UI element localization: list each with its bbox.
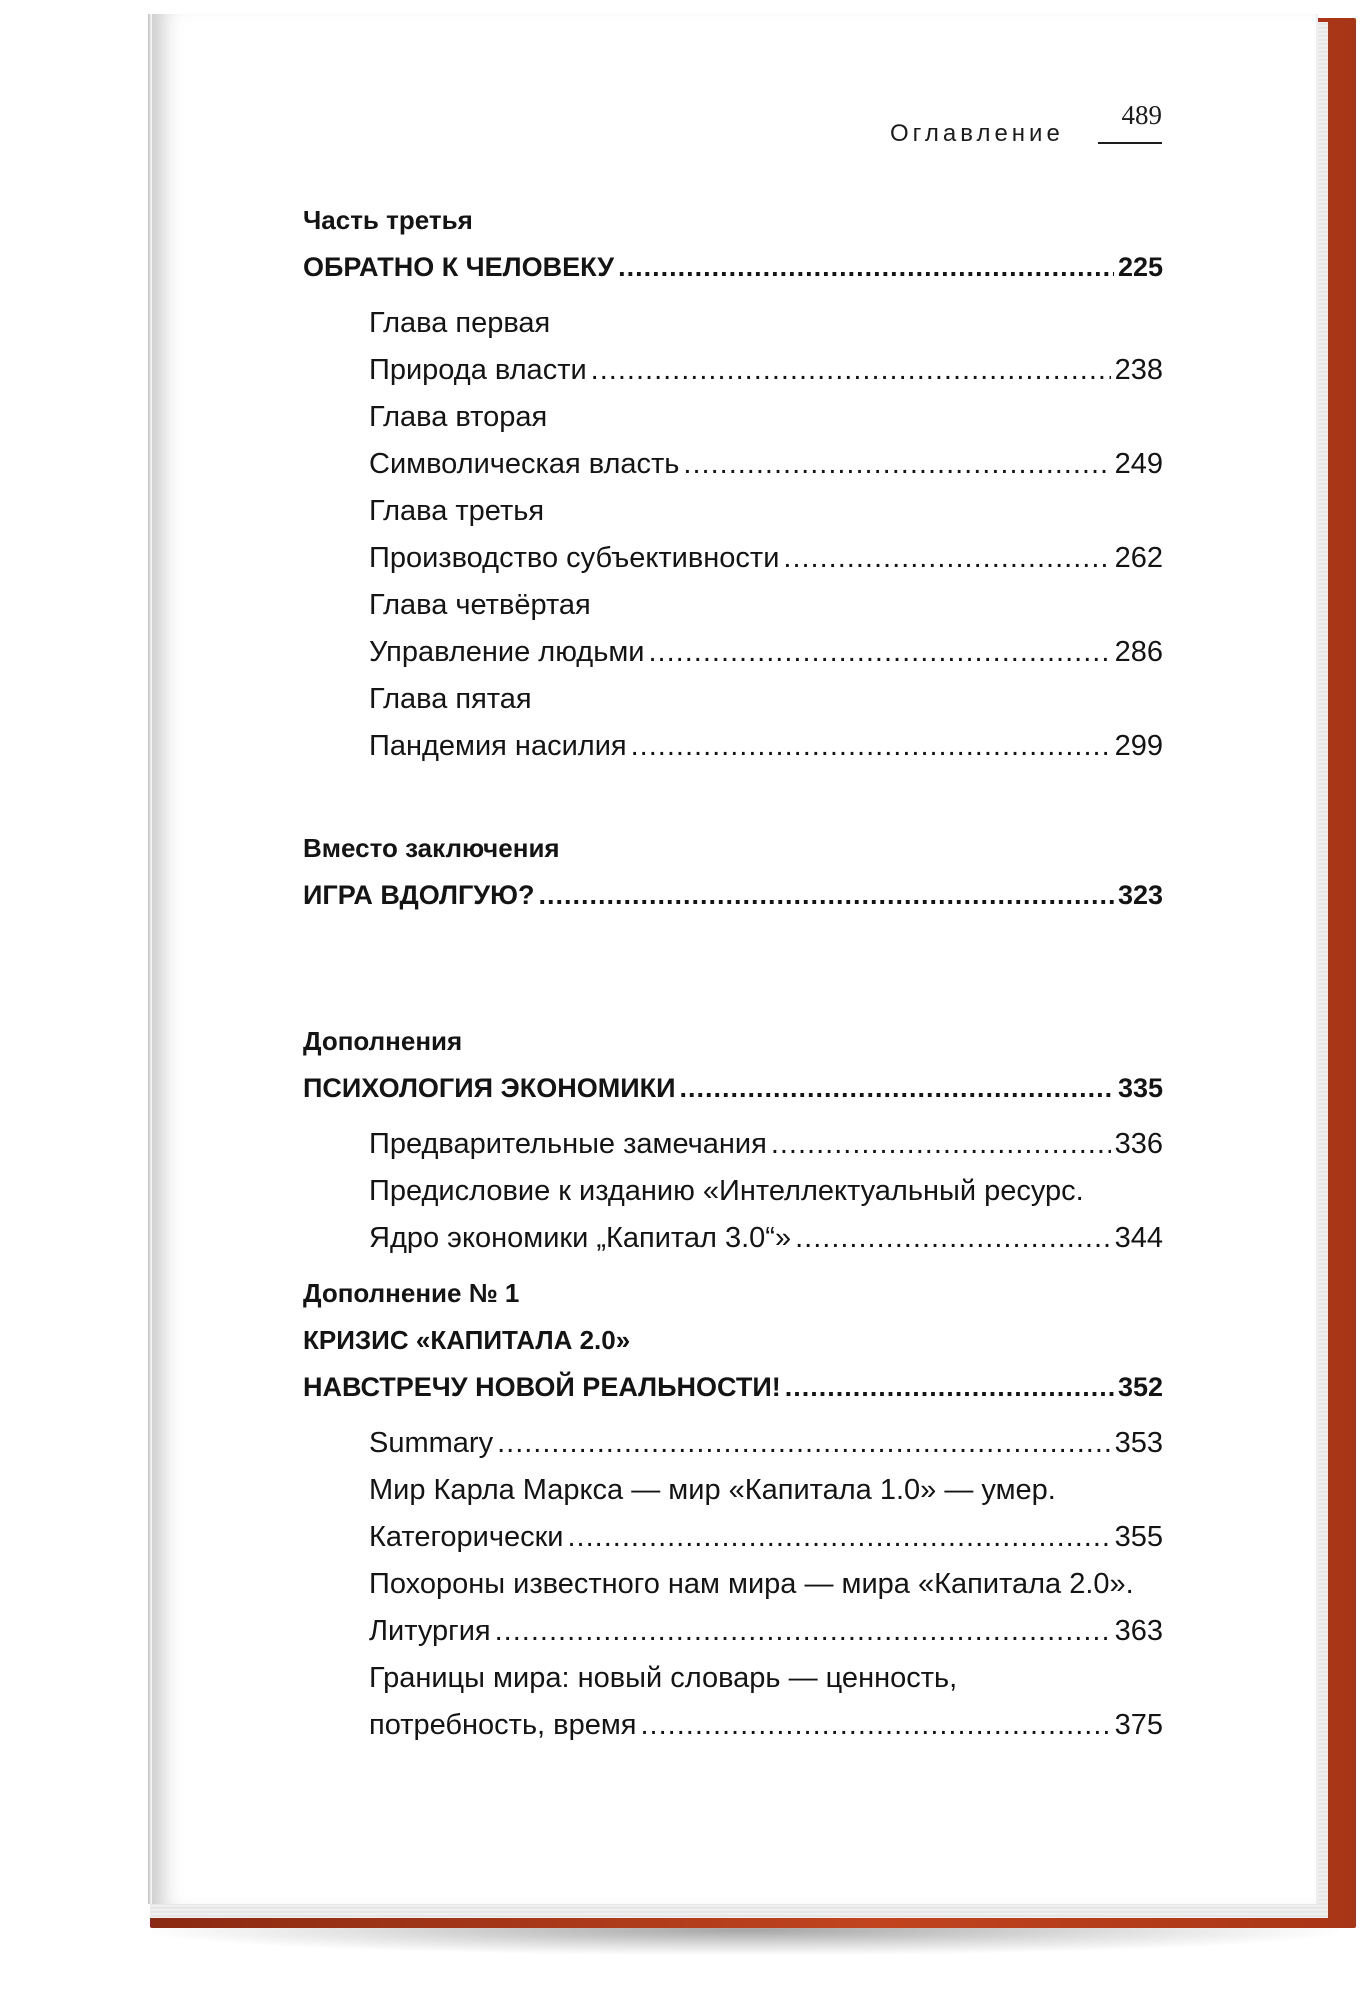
entry-page: 353 [1114, 1427, 1163, 1459]
entry-title: Управление людьми [369, 636, 645, 668]
dot-leader [680, 1065, 1114, 1112]
toc-entry-part3-title[interactable] [303, 244, 1163, 291]
entry-title-line[interactable]: Мир Карла Маркса — мир «Капитала 1.0» — умер. [369, 1474, 1056, 1506]
entry-page: 344 [1114, 1222, 1163, 1254]
dot-leader [591, 347, 1111, 394]
toc-entry-appendices-title[interactable] [303, 1065, 1163, 1112]
entry-title: НАВСТРЕЧУ НОВОЙ РЕАЛЬНОСТИ! [303, 1372, 781, 1402]
entry-title: ОБРАТНО К ЧЕЛОВЕКУ [303, 252, 615, 282]
dot-leader [783, 535, 1110, 582]
dot-leader [771, 1121, 1111, 1168]
entry-page: 336 [1114, 1128, 1163, 1160]
entry-title: Summary [369, 1427, 494, 1459]
entry-title: Ядро экономики „Капитал 3.0“» [369, 1222, 792, 1254]
chapter-heading: Глава вторая [369, 401, 548, 433]
dot-leader [538, 872, 1113, 919]
dot-leader [497, 1420, 1111, 1467]
toc-entry-chapter-4[interactable] [303, 629, 1163, 676]
page-number-rule [1098, 142, 1162, 144]
entry-title-line[interactable]: Похороны известного нам мира — мира «Капитала 2.0». [369, 1568, 1134, 1600]
entry-title-line[interactable]: КРИЗИС «КАПИТАЛА 2.0» [303, 1325, 631, 1355]
dot-leader [495, 1608, 1111, 1655]
toc-entry-conclusion-title[interactable] [303, 872, 1163, 919]
entry-title: Производство субъективности [369, 542, 780, 574]
toc-entry-preliminary-remarks[interactable] [303, 1121, 1163, 1168]
entry-title: потребность, время [369, 1709, 637, 1741]
section-label: Вместо заключения [303, 833, 560, 863]
toc-entry-chapter-3[interactable] [303, 535, 1163, 582]
entry-page: 262 [1114, 542, 1163, 574]
toc-entry-marx-world[interactable] [303, 1514, 1163, 1561]
entry-page: 299 [1114, 730, 1163, 762]
entry-page: 363 [1114, 1615, 1163, 1647]
entry-title-line[interactable]: Границы мира: новый словарь — ценность, [369, 1662, 958, 1694]
entry-page: 352 [1117, 1372, 1163, 1402]
toc-entry-world-boundaries[interactable] [303, 1702, 1163, 1749]
toc-entry-chapter-1[interactable] [303, 347, 1163, 394]
chapter-heading: Глава первая [369, 307, 551, 339]
entry-page: 249 [1114, 448, 1163, 480]
entry-page: 355 [1114, 1521, 1163, 1553]
section-label: Часть третья [303, 205, 473, 235]
section-label: Дополнение № 1 [303, 1278, 520, 1308]
entry-page: 323 [1117, 880, 1163, 910]
running-head: Оглавление [890, 120, 1064, 147]
entry-page: 286 [1114, 636, 1163, 668]
entry-page: 225 [1117, 252, 1163, 282]
dot-leader [631, 723, 1111, 770]
chapter-heading: Глава третья [369, 495, 545, 527]
entry-title: Предварительные замечания [369, 1128, 767, 1160]
toc-entry-summary[interactable] [303, 1420, 1163, 1467]
toc-entry-chapter-5[interactable] [303, 723, 1163, 770]
entry-title: Природа власти [369, 354, 587, 386]
toc-entry-appendix1-title[interactable] [303, 1364, 1163, 1411]
entry-page: 375 [1114, 1709, 1163, 1741]
dot-leader [648, 629, 1110, 676]
entry-title: Литургия [369, 1615, 491, 1647]
dot-leader [683, 441, 1110, 488]
toc-entry-chapter-2[interactable] [303, 441, 1163, 488]
chapter-heading: Глава четвёртая [369, 589, 591, 621]
entry-title: ИГРА ВДОЛГУЮ? [303, 880, 535, 910]
entry-page: 335 [1117, 1073, 1163, 1103]
entry-title: Категорически [369, 1521, 564, 1553]
entry-page: 238 [1114, 354, 1163, 386]
entry-title: ПСИХОЛОГИЯ ЭКОНОМИКИ [303, 1073, 676, 1103]
entry-title: Пандемия насилия [369, 730, 627, 762]
dot-leader [795, 1215, 1111, 1262]
toc-entry-preface[interactable] [303, 1215, 1163, 1262]
chapter-heading: Глава пятая [369, 683, 532, 715]
dot-leader [618, 244, 1114, 291]
page-spine [148, 14, 152, 1904]
dot-leader [640, 1702, 1110, 1749]
dot-leader [785, 1364, 1114, 1411]
dot-leader [568, 1514, 1111, 1561]
toc-entry-funeral[interactable] [303, 1608, 1163, 1655]
table-of-contents [303, 197, 1163, 1749]
page-number: 489 [1121, 100, 1162, 130]
entry-title-line[interactable]: Предисловие к изданию «Интеллектуальный ресурс. [369, 1175, 1084, 1207]
entry-title: Символическая власть [369, 448, 680, 480]
section-label: Дополнения [303, 1026, 463, 1056]
